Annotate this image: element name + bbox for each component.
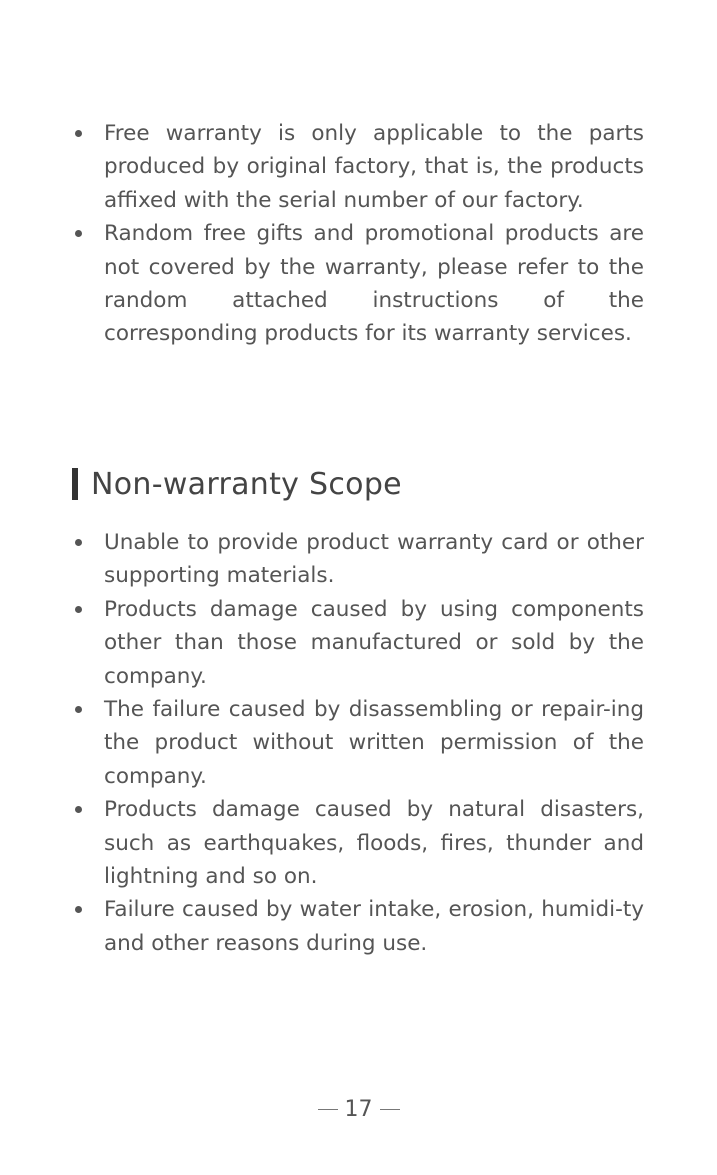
list-item: [72, 793, 644, 893]
list-item: [72, 526, 644, 593]
non-warranty-list: [72, 526, 644, 960]
warranty-notes-list: [72, 117, 644, 351]
bullet-icon: [75, 539, 82, 546]
list-item: [72, 117, 644, 217]
list-item-text: Failure caused by water intake, erosion, humidi-ty and other reasons during use.: [104, 897, 644, 956]
bullet-icon: [75, 906, 82, 913]
bullet-icon: [75, 806, 82, 813]
list-item: [72, 593, 644, 693]
list-item: [72, 693, 644, 793]
dash-right-icon: [380, 1109, 400, 1111]
bullet-icon: [75, 130, 82, 137]
section-title: Non-warranty Scope: [91, 466, 402, 502]
dash-left-icon: [318, 1109, 338, 1111]
list-item-text: Unable to provide product warranty card or other supporting materials.: [104, 530, 644, 589]
list-item-text: The failure caused by disassembling or repair-ing the product without written permission of the company.: [104, 697, 644, 789]
bullet-icon: [75, 230, 82, 237]
list-item: [72, 217, 644, 351]
list-item: [72, 893, 644, 960]
list-item-text: Free warranty is only applicable to the parts produced by original factory, that is, the products affixed with the serial number of our factory.: [104, 121, 644, 213]
page-number-text: 17: [344, 1097, 373, 1122]
list-item-text: Random free gifts and promotional products are not covered by the warranty, please refer to the random attached instructions of the corresponding products for its warranty services.: [104, 221, 644, 347]
bullet-icon: [75, 606, 82, 613]
list-item-text: Products damage caused by natural disasters, such as earthquakes, floods, fires, thunder and lightning and so on.: [104, 797, 644, 890]
heading-bar-icon: [72, 468, 78, 500]
page-number: [0, 1097, 717, 1122]
list-item-text: Products damage caused by using components other than those manufactured or sold by the company.: [104, 596, 644, 689]
section-heading: [72, 462, 402, 506]
bullet-icon: [75, 706, 82, 713]
